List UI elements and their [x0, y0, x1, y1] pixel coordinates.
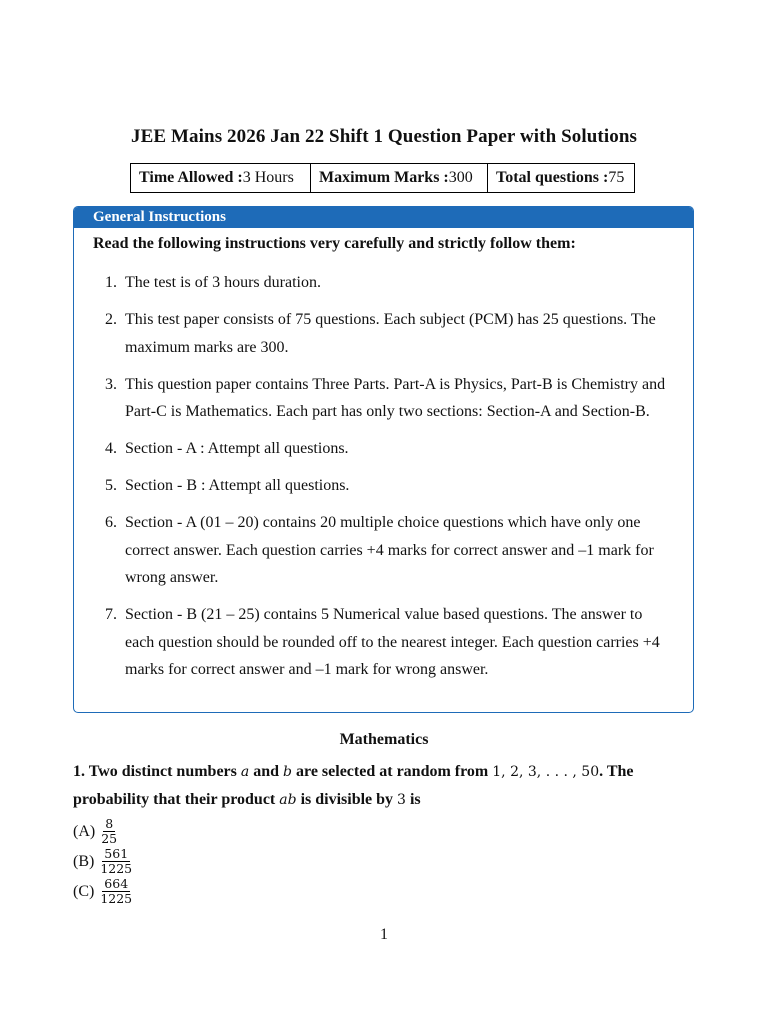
exam-meta-table	[130, 163, 635, 193]
page-number: 1	[380, 926, 388, 943]
question-text: and	[253, 763, 280, 780]
total-questions-cell	[488, 164, 634, 192]
section-heading-mathematics: Mathematics	[339, 731, 429, 748]
instruction-number: 1.	[105, 274, 117, 291]
fraction-denominator: 1225	[100, 891, 133, 906]
question-text: . The probability that their product	[73, 763, 634, 808]
total-questions-label: Total questions :	[496, 169, 609, 186]
math-variable: a	[240, 764, 250, 780]
question-text: is divisible by	[300, 791, 394, 808]
option-fraction	[99, 817, 119, 846]
math-number: 3	[397, 792, 406, 808]
instruction-text: This question paper contains Three Parts. Part-A is Physics, Part-B is Chemistry and Part-C is Mathematics. Each part has only two sections: Section-A and Section-B.	[125, 375, 666, 420]
fraction-denominator: 25	[101, 831, 118, 846]
math-variable: b	[283, 764, 293, 780]
time-allowed-cell	[131, 164, 311, 192]
option-fraction	[98, 847, 134, 876]
instruction-text: Section - B (21 – 25) contains 5 Numerical value based questions. The answer to each question should be rounded off to the nearest integer. Each question carries +4 marks for correct answer and –1 mark for wrong answer.	[125, 606, 660, 678]
total-questions-value: 75	[608, 169, 625, 186]
instruction-item	[74, 269, 693, 297]
maximum-marks-label: Maximum Marks :	[319, 169, 449, 186]
instruction-text: The test is of 3 hours duration.	[125, 274, 321, 291]
instruction-item	[74, 601, 693, 684]
instruction-text: This test paper consists of 75 questions. Each subject (PCM) has 25 questions. The maximum marks are 300.	[125, 311, 656, 356]
instruction-item	[74, 509, 693, 592]
option-label: (B)	[73, 852, 95, 870]
instruction-text: Section - A : Attempt all questions.	[125, 440, 349, 457]
instruction-item	[74, 371, 693, 426]
question-text: Two distinct numbers	[88, 763, 237, 780]
instruction-number: 3.	[105, 375, 117, 393]
instruction-number: 7.	[105, 606, 117, 623]
fraction-numerator: 8	[105, 816, 114, 831]
maximum-marks-value: 300	[448, 169, 473, 186]
option-b[interactable]	[73, 847, 134, 876]
instruction-text: Section - B : Attempt all questions.	[125, 477, 350, 494]
instruction-number: 6.	[105, 514, 117, 531]
option-label: (C)	[73, 882, 95, 900]
question-number: 1.	[73, 763, 85, 780]
instruction-text: Section - A (01 – 20) contains 20 multiple choice questions which have only one correct answer. Each question carries +4 marks for correct answer and –1 mark for wrong answer.	[125, 514, 654, 586]
instruction-item	[74, 435, 693, 463]
instruction-number: 2.	[105, 311, 117, 328]
general-instructions-header: General Instructions	[74, 207, 693, 228]
fraction-numerator: 561	[104, 846, 129, 861]
option-a[interactable]	[73, 817, 119, 846]
instruction-item	[74, 472, 693, 500]
general-instructions-box	[73, 206, 694, 713]
math-set: 1, 2, 3, . . . , 50	[492, 764, 600, 780]
time-allowed-label: Time Allowed :	[139, 169, 243, 186]
instructions-list	[74, 269, 693, 693]
math-variable: ab	[279, 792, 297, 808]
option-fraction	[98, 877, 134, 906]
question-text: are selected at random from	[296, 763, 489, 780]
option-c[interactable]	[73, 877, 134, 906]
question-1	[73, 758, 653, 814]
question-text: is	[409, 791, 421, 808]
instruction-item	[74, 306, 693, 361]
time-allowed-value: 3 Hours	[242, 169, 294, 186]
instruction-number: 5.	[105, 477, 117, 494]
fraction-numerator: 664	[104, 876, 129, 891]
fraction-denominator: 1225	[100, 861, 133, 876]
document-title: JEE Mains 2026 Jan 22 Shift 1 Question Paper with Solutions	[131, 126, 637, 147]
option-label: (A)	[73, 822, 96, 840]
maximum-marks-cell	[311, 164, 488, 192]
instruction-number: 4.	[105, 440, 117, 457]
instructions-lead: Read the following instructions very carefully and strictly follow them:	[93, 235, 576, 252]
